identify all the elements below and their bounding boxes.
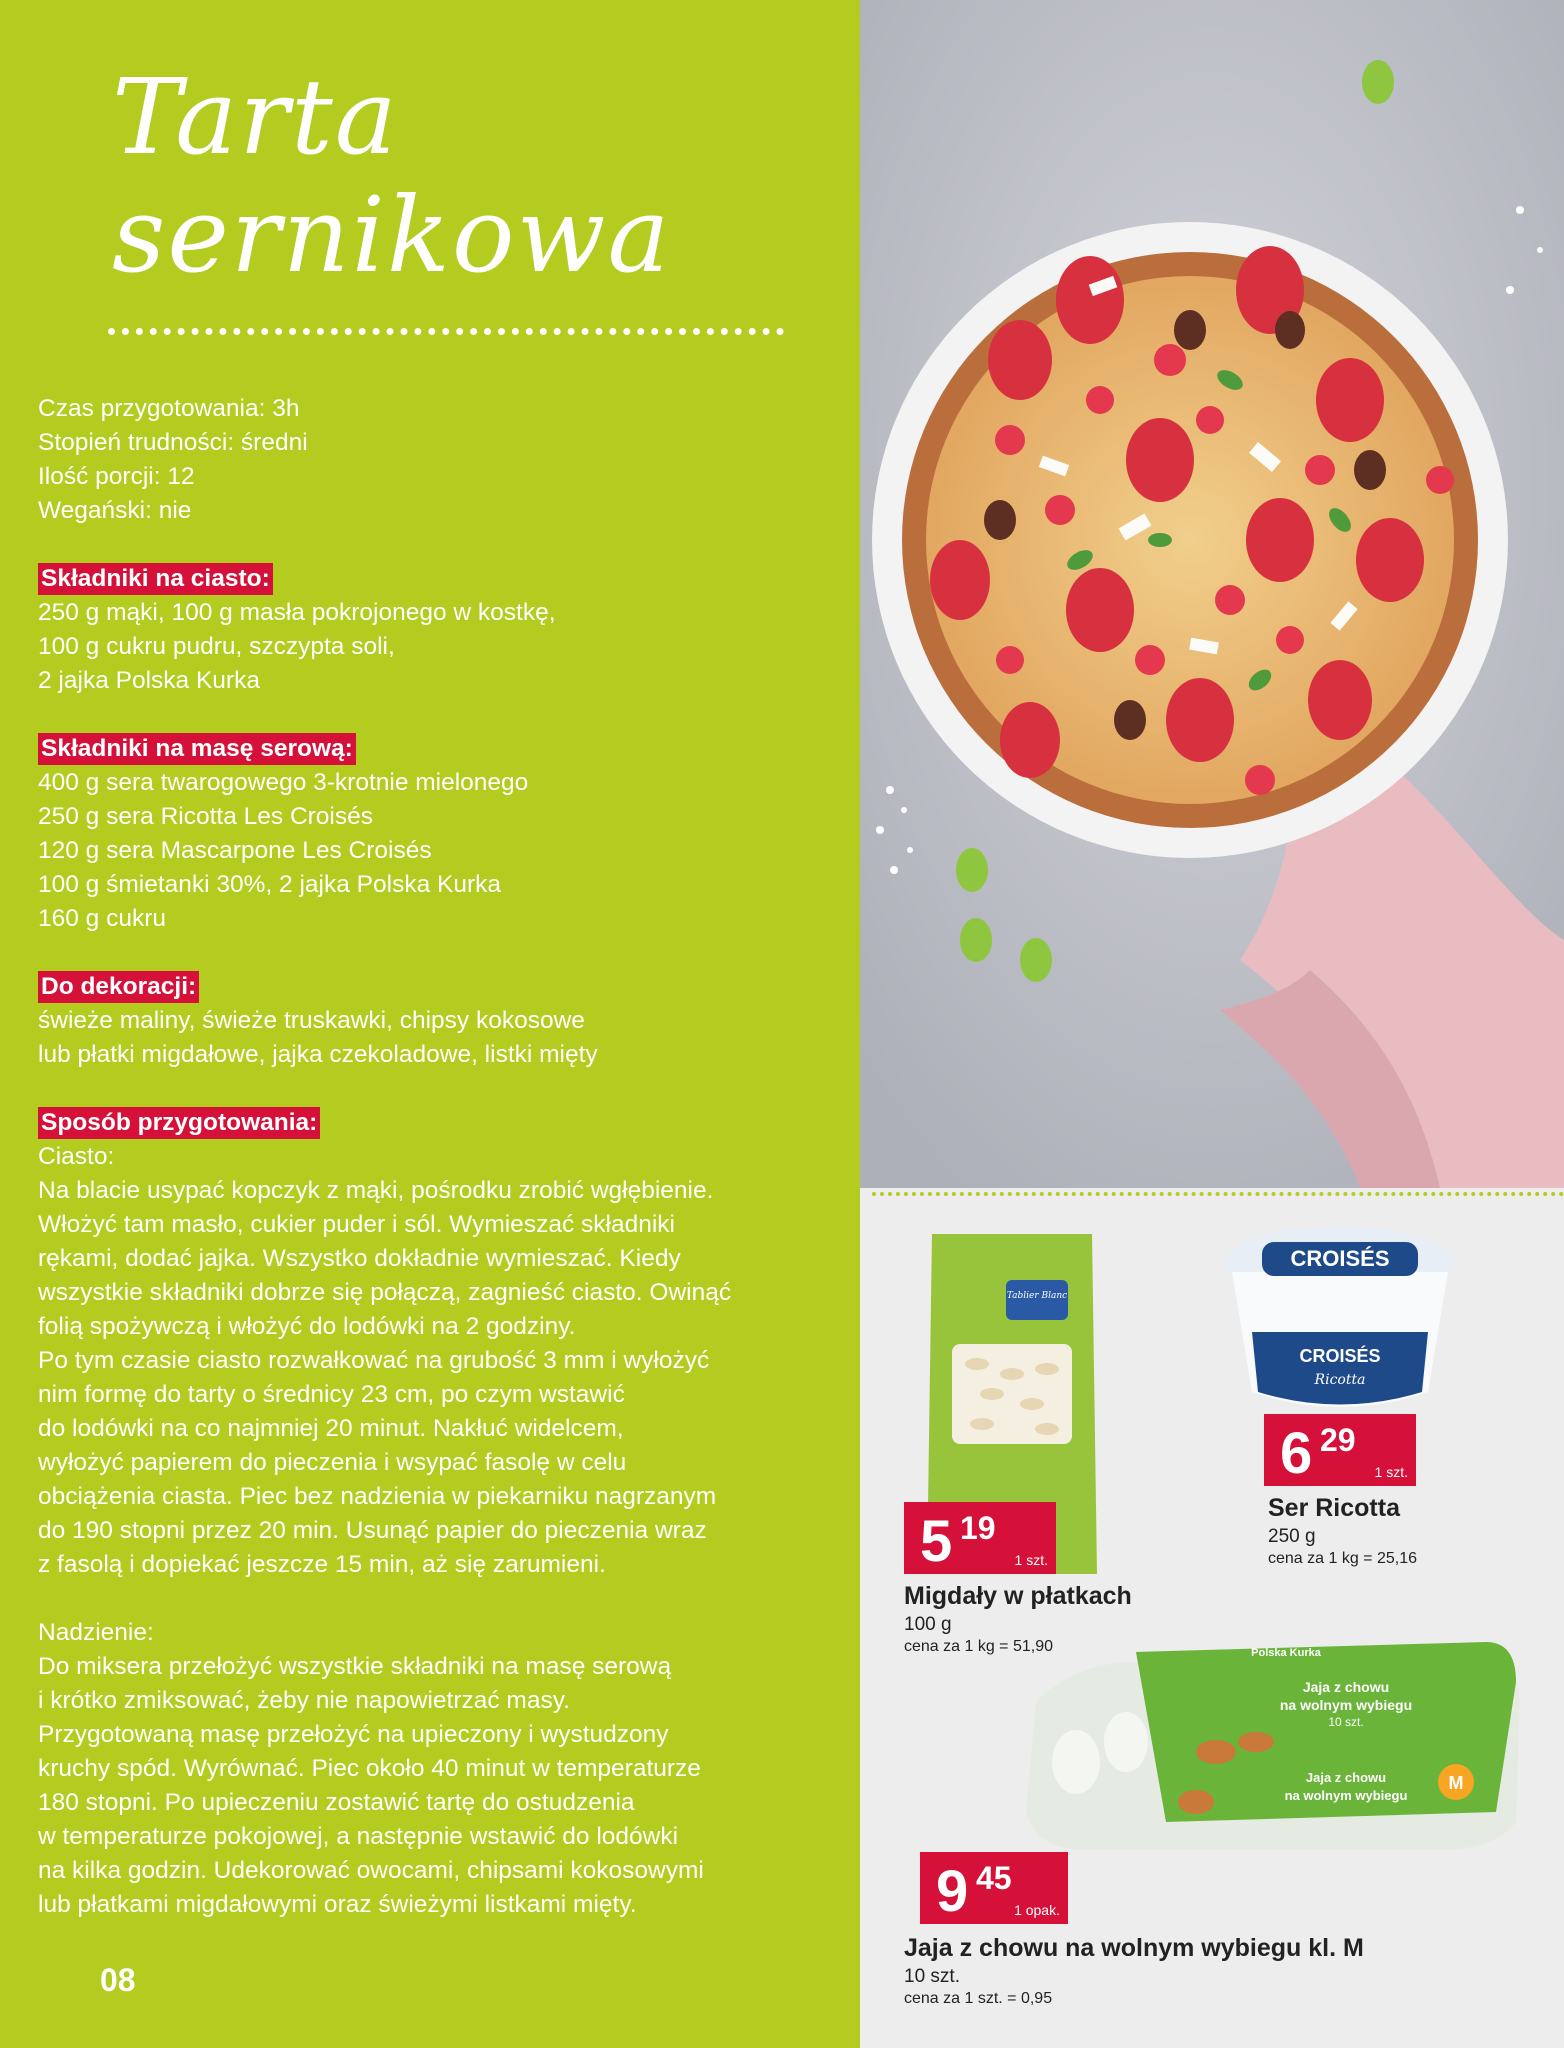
filling-method-head: Nadzienie: xyxy=(38,1619,154,1646)
ricotta-price-unit: 1 szt. xyxy=(1374,1464,1408,1480)
ricotta-name: Ser Ricotta xyxy=(1268,1494,1400,1522)
almonds-price-unit: 1 szt. xyxy=(1014,1552,1048,1568)
dough-line: 100 g cukru pudru, szczypta soli, xyxy=(38,633,395,660)
method-line: Przygotowaną masę przełożyć na upieczony i wystudzony xyxy=(38,1721,669,1748)
eggs-unit-price: cena za 1 szt. = 0,95 xyxy=(904,1990,1053,2007)
pack-side-1: Jaja z chowu xyxy=(1305,1770,1387,1785)
pack-text-2: na wolnym wybiegu xyxy=(1279,1697,1413,1713)
almonds-price-tag xyxy=(904,1502,1056,1574)
title-line-1: Tarta xyxy=(112,56,399,178)
ricotta-label: Ricotta xyxy=(1314,1372,1366,1388)
recipe-text xyxy=(38,392,828,1922)
cheese-line: 120 g sera Mascarpone Les Croisés xyxy=(38,837,432,864)
decoration-line: lub płatki migdałowe, jajka czekoladowe, listki mięty xyxy=(38,1041,598,1068)
method-line: folią spożywczą i włożyć do lodówki na 2 godziny. xyxy=(38,1313,576,1340)
method-line: rękami, dodać jajka. Wszystko dokładnie wymieszać. Kiedy xyxy=(38,1245,681,1272)
eggs-package xyxy=(1016,1622,1522,1852)
cheese-line: 250 g sera Ricotta Les Croisés xyxy=(38,803,373,830)
eggs-name: Jaja z chowu na wolnym wybiegu kl. M xyxy=(904,1934,1364,1962)
eggs-weight: 10 szt. xyxy=(904,1966,960,1987)
method-line: i krótko zmiksować, żeby nie napowietrzać masy. xyxy=(38,1687,570,1714)
pack-side-2: na wolnym wybiegu xyxy=(1284,1788,1408,1803)
almonds-brand: Tablier Blanc xyxy=(1006,1291,1068,1301)
almonds-weight: 100 g xyxy=(904,1614,952,1635)
method-line: 180 stopni. Po upieczeniu zostawić tartę do ostudzenia xyxy=(38,1789,635,1816)
cheese-section xyxy=(38,732,828,936)
prep-time: Czas przygotowania: 3h xyxy=(38,395,300,422)
cheese-line: 100 g śmietanki 30%, 2 jajka Polska Kurka xyxy=(38,871,502,898)
method-line: do 190 stopni przez 20 min. Usunąć papier do pieczenia wraz xyxy=(38,1517,707,1544)
method-line: Po tym czasie ciasto rozwałkować na grubość 3 mm i wyłożyć xyxy=(38,1347,710,1374)
decoration-section xyxy=(38,970,828,1072)
eggs-price-tag xyxy=(920,1852,1068,1924)
method-line: do lodówki na co najmniej 20 minut. Nakłuć widelcem, xyxy=(38,1415,624,1442)
decoration-label: Do dekoracji: xyxy=(38,971,199,1003)
dough-method-head: Ciasto: xyxy=(38,1143,115,1170)
ricotta-package xyxy=(1222,1222,1458,1414)
dough-line: 2 jajka Polska Kurka xyxy=(38,667,260,694)
method-line: nim formę do tarty o średnicy 23 cm, po czym wstawić xyxy=(38,1381,625,1408)
eggs-price-unit: 1 opak. xyxy=(1014,1902,1060,1918)
dough-label: Składniki na ciasto: xyxy=(38,563,273,595)
method-line: w temperaturze pokojowej, a następnie wstawić do lodówki xyxy=(38,1823,679,1850)
cheese-label: Składniki na masę serową: xyxy=(38,733,356,765)
pack-text-3: 10 szt. xyxy=(1328,1715,1364,1729)
page-number: 08 xyxy=(100,1962,136,1998)
method-line: obciążenia ciasta. Piec bez nadzienia w piekarniku nagrzanym xyxy=(38,1483,717,1510)
cheese-line: 160 g cukru xyxy=(38,905,167,932)
dough-section xyxy=(38,562,828,698)
almonds-name: Migdały w płatkach xyxy=(904,1582,1132,1610)
vegan: Wegański: nie xyxy=(38,497,192,524)
dough-line: 250 g mąki, 100 g masła pokrojonego w kostkę, xyxy=(38,599,556,626)
ricotta-price-tag xyxy=(1264,1414,1416,1486)
ricotta-brand: CROISÉS xyxy=(1290,1246,1390,1271)
ricotta-unit-price: cena za 1 kg = 25,16 xyxy=(1268,1550,1417,1567)
method-line: Włożyć tam masło, cukier puder i sól. Wymieszać składniki xyxy=(38,1211,675,1238)
title-line-2: sernikowa xyxy=(112,174,672,296)
method-label: Sposób przygotowania: xyxy=(38,1107,320,1139)
method-line: kruchy spód. Wyrównać. Piec około 40 minut w temperaturze xyxy=(38,1755,701,1782)
almonds-price-main: 5 xyxy=(920,1509,953,1574)
portions: Ilość porcji: 12 xyxy=(38,463,195,490)
method-line: lub płatkami migdałowymi oraz świeżymi listkami mięty. xyxy=(38,1891,637,1918)
method-line: wszystkie składniki dobrze się połączą, zagnieść ciasto. Owinąć xyxy=(38,1279,732,1306)
eggs-price-main: 9 xyxy=(936,1859,969,1924)
cheese-line: 400 g sera twarogowego 3-krotnie mielonego xyxy=(38,769,529,796)
method-section xyxy=(38,1106,828,1922)
tart-illustration xyxy=(860,0,1564,1188)
method-line: na kilka godzin. Udekorować owocami, chipsami kokosowymi xyxy=(38,1857,704,1884)
method-line: Na blacie usypać kopczyk z mąki, pośrodku zrobić wgłębienie. xyxy=(38,1177,714,1204)
product-divider xyxy=(872,1192,1564,1196)
title-divider xyxy=(108,328,784,335)
ricotta-price-main: 6 xyxy=(1280,1421,1313,1486)
difficulty: Stopień trudności: średni xyxy=(38,429,308,456)
ricotta-price-cents: 29 xyxy=(1320,1422,1356,1458)
ricotta-weight: 250 g xyxy=(1268,1526,1316,1547)
method-line: Do miksera przełożyć wszystkie składniki na masę serową xyxy=(38,1653,672,1680)
method-line: z fasolą i dopiekać jeszcze 15 min, aż się zarumieni. xyxy=(38,1551,606,1578)
pack-brand: Polska Kurka xyxy=(1251,1647,1321,1659)
pack-text-1: Jaja z chowu xyxy=(1302,1679,1390,1695)
recipe-title xyxy=(112,58,832,294)
tart-photo xyxy=(860,0,1564,1188)
pack-size: M xyxy=(1448,1773,1464,1793)
ricotta-brand-2: CROISÉS xyxy=(1299,1346,1381,1366)
almonds-unit-price: cena za 1 kg = 51,90 xyxy=(904,1638,1053,1655)
decoration-line: świeże maliny, świeże truskawki, chipsy kokosowe xyxy=(38,1007,585,1034)
eggs-price-cents: 45 xyxy=(976,1860,1012,1896)
almonds-price-cents: 19 xyxy=(960,1510,996,1546)
method-line: wyłożyć papierem do pieczenia i wsypać fasolę w celu xyxy=(38,1449,627,1476)
